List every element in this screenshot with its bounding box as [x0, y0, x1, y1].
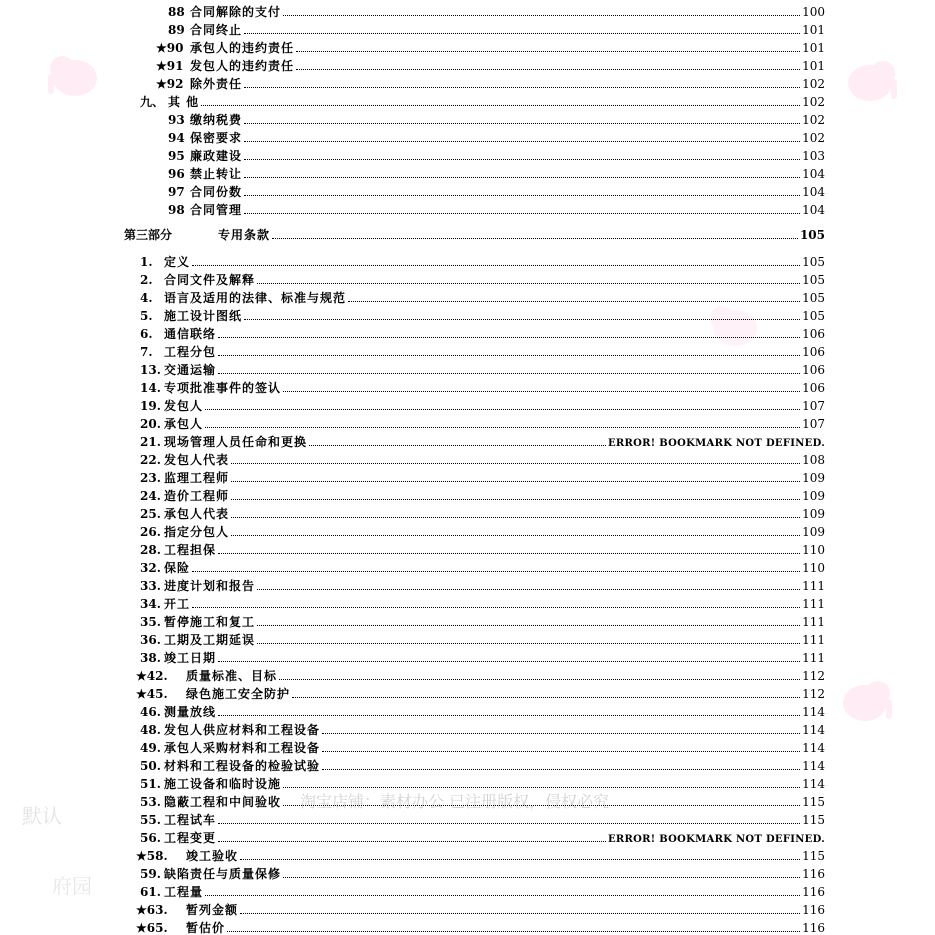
toc-page-number: 111 — [802, 633, 825, 647]
toc-entry[interactable] — [140, 487, 825, 505]
toc-entry[interactable] — [136, 901, 825, 919]
toc-entry-title: 承包人代表 — [164, 507, 230, 521]
bookmark-error-text: ERROR! BOOKMARK NOT DEFINED. — [607, 438, 825, 449]
toc-entry-number: 98 — [168, 203, 185, 217]
dot-leader — [205, 427, 800, 428]
dot-leader — [283, 805, 800, 806]
toc-page-number: 104 — [802, 203, 825, 217]
dot-leader — [283, 787, 800, 788]
toc-entry[interactable] — [140, 559, 825, 577]
toc-entry-number: 56. — [140, 831, 161, 845]
toc-entry[interactable] — [140, 271, 825, 289]
toc-entry[interactable] — [140, 289, 825, 307]
dot-leader — [231, 535, 800, 536]
toc-entry[interactable] — [140, 775, 825, 793]
toc-entry-number: 1. — [140, 255, 153, 269]
dot-leader — [283, 877, 800, 878]
toc-entry-number: 46. — [140, 705, 161, 719]
dot-leader — [205, 409, 800, 410]
elephant-watermark-icon — [40, 40, 110, 110]
toc-entry[interactable] — [168, 201, 825, 219]
dot-leader — [244, 213, 800, 214]
watermark-left-text-2: 府园 — [52, 874, 92, 898]
toc-entry[interactable] — [136, 667, 825, 685]
dot-leader — [218, 553, 800, 554]
toc-page-number: 106 — [802, 327, 825, 341]
dot-leader — [272, 238, 798, 239]
toc-entry[interactable] — [140, 703, 825, 721]
toc-page-number: 114 — [802, 777, 825, 791]
toc-page-number: 114 — [802, 723, 825, 737]
toc-entry-title: 其 他 — [168, 95, 200, 109]
toc-entry-title: 绿色施工安全防护 — [186, 687, 291, 701]
toc-entry-number: 35. — [140, 615, 161, 629]
toc-page-number: 102 — [802, 131, 825, 145]
toc-entry[interactable] — [140, 433, 825, 451]
dot-leader — [218, 337, 800, 338]
toc-entry[interactable] — [140, 505, 825, 523]
toc-page-number: 114 — [802, 741, 825, 755]
toc-entry-title: 现场管理人员任命和更换 — [164, 435, 308, 449]
toc-page-number: 101 — [802, 23, 825, 37]
toc-entry-number: 53. — [140, 795, 161, 809]
toc-entry[interactable] — [140, 361, 825, 379]
toc-entry[interactable] — [140, 523, 825, 541]
toc-entry[interactable] — [124, 226, 825, 244]
toc-page-number: 115 — [802, 849, 825, 863]
dot-leader — [240, 913, 800, 914]
toc-page-number: 111 — [802, 651, 825, 665]
toc-entry-number: ★58. — [136, 849, 168, 863]
toc-entry-title: 工期及工期延误 — [164, 633, 256, 647]
toc-entry-title: 合同文件及解释 — [164, 273, 256, 287]
toc-page-number: 109 — [802, 489, 825, 503]
toc-entry[interactable] — [136, 919, 825, 935]
toc-page-number: 102 — [802, 95, 825, 109]
watermark-text: 淘宝店铺：素材办公 已注册版权，侵权必究 — [300, 792, 610, 811]
dot-leader — [283, 15, 800, 16]
toc-entry-title: 施工设计图纸 — [164, 309, 243, 323]
toc-entry-number: 6. — [140, 327, 153, 341]
toc-page-number: 106 — [802, 363, 825, 377]
dot-leader — [244, 177, 800, 178]
dot-leader — [257, 589, 800, 590]
toc-entry-title: 合同终止 — [190, 23, 243, 37]
toc-entry[interactable] — [168, 3, 825, 21]
toc-entry[interactable] — [140, 253, 825, 271]
toc-entry-title: 保密要求 — [190, 131, 243, 145]
toc-entry-number: ★63. — [136, 903, 168, 917]
toc-page-number: 114 — [802, 759, 825, 773]
toc-entry-number: 38. — [140, 651, 161, 665]
toc-entry-title: 专项批准事件的签认 — [164, 381, 282, 395]
dot-leader — [218, 823, 800, 824]
dot-leader — [192, 571, 800, 572]
toc-entry-title: 监理工程师 — [164, 471, 230, 485]
toc-page-number: 111 — [802, 597, 825, 611]
toc-entry[interactable] — [168, 21, 825, 39]
dot-leader — [218, 841, 606, 842]
toc-entry-title: 承包人 — [164, 417, 204, 431]
bookmark-error-text: ERROR! BOOKMARK NOT DEFINED. — [607, 834, 825, 845]
toc-entry-title: 质量标准、目标 — [186, 669, 278, 683]
toc-entry-number: 97 — [168, 185, 185, 199]
toc-entry-number: 25. — [140, 507, 161, 521]
dot-leader — [257, 625, 800, 626]
toc-page-number: 109 — [802, 525, 825, 539]
toc-entry-title: 发包人供应材料和工程设备 — [164, 723, 321, 737]
toc-page-number: 110 — [802, 561, 825, 575]
toc-entry-number: 89 — [168, 23, 185, 37]
toc-entry-number: 23. — [140, 471, 161, 485]
toc-entry-title: 通信联络 — [164, 327, 217, 341]
toc-entry[interactable] — [140, 577, 825, 595]
toc-entry-number: ★90 — [156, 41, 184, 55]
toc-entry-number: 49. — [140, 741, 161, 755]
toc-entry-number: 95 — [168, 149, 185, 163]
toc-page-number: 116 — [802, 921, 825, 935]
dot-leader — [231, 517, 800, 518]
toc-entry-title: 缺陷责任与质量保修 — [164, 867, 282, 881]
dot-leader — [348, 301, 800, 302]
dot-leader — [231, 463, 800, 464]
toc-entry-number: 5. — [140, 309, 153, 323]
toc-entry-number: 第三部分 — [124, 228, 173, 242]
toc-entry-number: 26. — [140, 525, 161, 539]
dot-leader — [218, 715, 800, 716]
toc-entry-number: 21. — [140, 435, 161, 449]
toc-entry-number: 34. — [140, 597, 161, 611]
toc-entry-number: 88 — [168, 5, 185, 19]
toc-entry[interactable] — [140, 865, 825, 883]
toc-entry-number: 32. — [140, 561, 161, 575]
dot-leader — [205, 895, 800, 896]
toc-entry-number: 51. — [140, 777, 161, 791]
dot-leader — [192, 607, 800, 608]
toc-entry-title: 造价工程师 — [164, 489, 230, 503]
toc-page-number: 107 — [802, 399, 825, 413]
toc-entry[interactable] — [140, 541, 825, 559]
toc-entry[interactable] — [140, 739, 825, 757]
toc-entry[interactable] — [168, 111, 825, 129]
toc-entry[interactable] — [140, 829, 825, 847]
toc-page-number: 106 — [802, 345, 825, 359]
toc-page-number: 101 — [802, 59, 825, 73]
dot-leader — [231, 481, 800, 482]
dot-leader — [244, 319, 800, 320]
dot-leader — [322, 733, 800, 734]
toc-entry-title: 工程变更 — [164, 831, 217, 845]
toc-entry-number: 93 — [168, 113, 185, 127]
toc-entry-number: 24. — [140, 489, 161, 503]
dot-leader — [244, 87, 800, 88]
dot-leader — [218, 355, 800, 356]
toc-entry[interactable] — [140, 469, 825, 487]
toc-entry-title: 材料和工程设备的检验试验 — [164, 759, 321, 773]
toc-entry[interactable] — [140, 757, 825, 775]
dot-leader — [192, 265, 800, 266]
toc-entry-title: 暂列金额 — [186, 903, 239, 917]
elephant-watermark-icon — [835, 45, 905, 115]
elephant-watermark-icon — [830, 665, 900, 735]
dot-leader — [322, 751, 800, 752]
toc-entry-title: 工程担保 — [164, 543, 217, 557]
watermark-left-text: 默认 — [22, 804, 62, 828]
toc-entry-number: 13. — [140, 363, 161, 377]
toc-entry[interactable] — [140, 631, 825, 649]
toc-page-number: 105 — [802, 309, 825, 323]
toc-entry-title: 指定分包人 — [164, 525, 230, 539]
toc-entry-title: 暂估价 — [186, 921, 226, 935]
toc-entry-title: 廉政建设 — [190, 149, 243, 163]
dot-leader — [227, 931, 800, 932]
toc-entry[interactable] — [140, 883, 825, 901]
toc-entry-title: 承包人的违约责任 — [190, 41, 295, 55]
toc-page-number: 109 — [802, 507, 825, 521]
toc-entry[interactable] — [168, 147, 825, 165]
dot-leader — [218, 373, 800, 374]
toc-entry-number: 28. — [140, 543, 161, 557]
toc-entry-number: 94 — [168, 131, 185, 145]
toc-page-number: 105 — [802, 273, 825, 287]
toc-entry-title: 暂停施工和复工 — [164, 615, 256, 629]
toc-page-number: 115 — [802, 795, 825, 809]
toc-entry-title: 定义 — [164, 255, 191, 269]
toc-page-number: 105 — [802, 255, 825, 269]
dot-leader — [292, 697, 800, 698]
toc-entry-title: 施工设备和临时设施 — [164, 777, 282, 791]
toc-page-number: 103 — [802, 149, 825, 163]
toc-entry-number: 55. — [140, 813, 161, 827]
toc-entry-title: 合同份数 — [190, 185, 243, 199]
toc-entry-number: ★42. — [136, 669, 168, 683]
toc-entry-number: ★92 — [156, 77, 184, 91]
toc-page-number: 110 — [802, 543, 825, 557]
toc-entry[interactable] — [140, 415, 825, 433]
dot-leader — [296, 69, 800, 70]
toc-entry-number: 22. — [140, 453, 161, 467]
toc-entry[interactable] — [140, 307, 825, 325]
toc-entry-number: ★45. — [136, 687, 168, 701]
toc-entry-title: 发包人的违约责任 — [190, 59, 295, 73]
toc-entry[interactable] — [140, 793, 825, 811]
toc-page-number: 104 — [802, 167, 825, 181]
toc-entry[interactable] — [156, 75, 825, 93]
toc-page-number: 116 — [802, 867, 825, 881]
toc-entry-number: 61. — [140, 885, 161, 899]
toc-entry-title: 缴纳税费 — [190, 113, 243, 127]
toc-entry-title: 工程试车 — [164, 813, 217, 827]
toc-entry-title: 合同管理 — [190, 203, 243, 217]
toc-entry[interactable] — [140, 397, 825, 415]
dot-leader — [244, 159, 800, 160]
toc-entry-number: 20. — [140, 417, 161, 431]
toc-entry-title: 发包人 — [164, 399, 204, 413]
dot-leader — [240, 859, 800, 860]
toc-entry-title: 隐蔽工程和中间验收 — [164, 795, 282, 809]
toc-entry-number: 48. — [140, 723, 161, 737]
toc-entry-title: 工程分包 — [164, 345, 217, 359]
toc-entry-title: 交通运输 — [164, 363, 217, 377]
toc-entry[interactable] — [140, 721, 825, 739]
toc-entry-title: 承包人采购材料和工程设备 — [164, 741, 321, 755]
toc-entry-title: 测量放线 — [164, 705, 217, 719]
toc-entry[interactable] — [140, 649, 825, 667]
toc-entry[interactable] — [140, 613, 825, 631]
toc-page-number: 109 — [802, 471, 825, 485]
toc-page-number: 102 — [802, 113, 825, 127]
dot-leader — [322, 769, 800, 770]
toc-entry-title: 开工 — [164, 597, 191, 611]
toc-page-number: 100 — [802, 5, 825, 19]
dot-leader — [201, 105, 800, 106]
toc-entry-number: ★65. — [136, 921, 168, 935]
toc-entry[interactable] — [168, 165, 825, 183]
toc-entry-title: 进度计划和报告 — [164, 579, 256, 593]
toc-page-number: 102 — [802, 77, 825, 91]
toc-entry-number: 96 — [168, 167, 185, 181]
toc-entry[interactable] — [136, 685, 825, 703]
toc-entry-number: ★91 — [156, 59, 184, 73]
toc-entry-number: 33. — [140, 579, 161, 593]
toc-entry-number: 36. — [140, 633, 161, 647]
dot-leader — [231, 499, 800, 500]
toc-entry-title: 发包人代表 — [164, 453, 230, 467]
dot-leader — [296, 51, 800, 52]
toc-entry-title: 语言及适用的法律、标准与规范 — [164, 291, 347, 305]
toc-page-number: 116 — [802, 903, 825, 917]
toc-page-number: 106 — [802, 381, 825, 395]
dot-leader — [244, 33, 800, 34]
toc-entry-number: 2. — [140, 273, 153, 287]
toc-entry[interactable] — [168, 129, 825, 147]
dot-leader — [309, 445, 606, 446]
toc-entry-number: 7. — [140, 345, 153, 359]
toc-page-number: 111 — [802, 579, 825, 593]
toc-entry-number: 59. — [140, 867, 161, 881]
toc-page-number: 115 — [802, 813, 825, 827]
toc-entry-title: 竣工日期 — [164, 651, 217, 665]
toc-entry-title: 禁止转让 — [190, 167, 243, 181]
toc-entry-title: 专用条款 — [218, 228, 271, 242]
dot-leader — [279, 679, 800, 680]
toc-entry[interactable] — [140, 811, 825, 829]
toc-page-number: 105 — [799, 228, 825, 242]
toc-page-number: 114 — [802, 705, 825, 719]
toc-entry[interactable] — [140, 595, 825, 613]
dot-leader — [283, 391, 800, 392]
toc-entry-number: 19. — [140, 399, 161, 413]
toc-page-number: 101 — [802, 41, 825, 55]
toc-entry[interactable] — [156, 39, 825, 57]
dot-leader — [257, 643, 800, 644]
toc-page-number: 107 — [802, 417, 825, 431]
toc-page-number: 112 — [802, 687, 825, 701]
toc-entry[interactable] — [140, 379, 825, 397]
toc-entry-title: 除外责任 — [190, 77, 243, 91]
toc-entry-title: 工程量 — [164, 885, 204, 899]
dot-leader — [244, 141, 800, 142]
toc-page-number: 112 — [802, 669, 825, 683]
toc-entry[interactable] — [140, 93, 825, 111]
toc-page-number: 111 — [802, 615, 825, 629]
toc-entry-number: 14. — [140, 381, 161, 395]
toc-entry-number: 九、 — [140, 95, 165, 109]
toc-page-number: 108 — [802, 453, 825, 467]
toc-entry-number: 4. — [140, 291, 153, 305]
toc-entry-title: 竣工验收 — [186, 849, 239, 863]
toc-entry[interactable] — [136, 847, 825, 865]
toc-entry[interactable] — [140, 343, 825, 361]
toc-entry[interactable] — [140, 451, 825, 469]
toc-entry-number: 50. — [140, 759, 161, 773]
toc-entry-title: 保险 — [164, 561, 191, 575]
dot-leader — [244, 123, 800, 124]
toc-page-number: 116 — [802, 885, 825, 899]
toc-entry[interactable] — [156, 57, 825, 75]
toc-entry-title: 合同解除的支付 — [190, 5, 282, 19]
toc-entry[interactable] — [140, 325, 825, 343]
dot-leader — [257, 283, 800, 284]
toc-entry[interactable] — [168, 183, 825, 201]
dot-leader — [244, 195, 800, 196]
dot-leader — [218, 661, 800, 662]
toc-page-number: 104 — [802, 185, 825, 199]
toc-page-number: 105 — [802, 291, 825, 305]
